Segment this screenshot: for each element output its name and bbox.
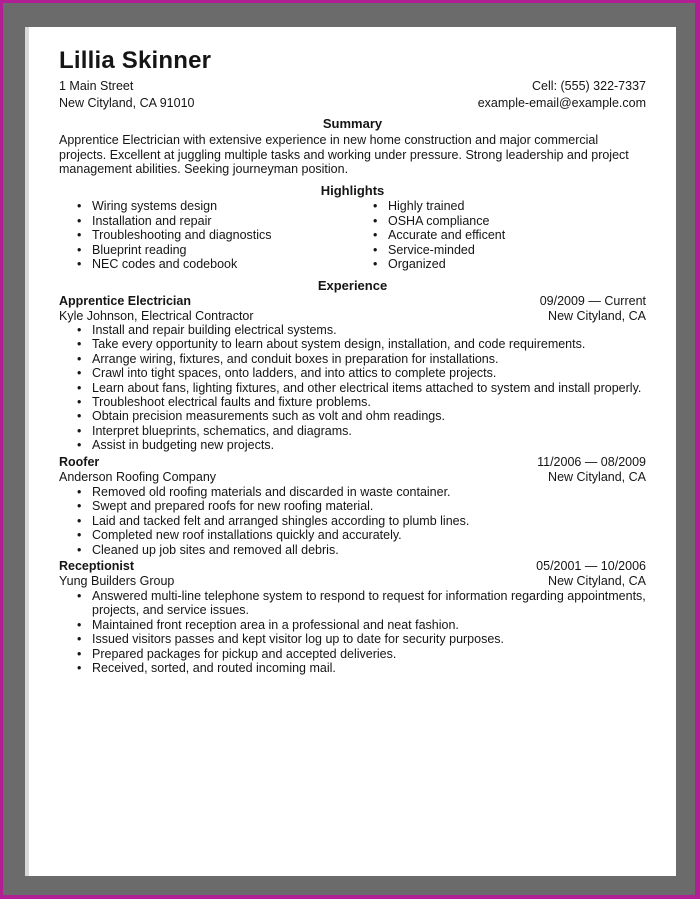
- job-dates: 11/2006 — 08/2009: [537, 455, 646, 469]
- list-item: • Blueprint reading: [77, 243, 272, 258]
- job-location: New Cityland, CA: [548, 574, 646, 588]
- list-item: • Issued visitors passes and kept visitor log up to date for security purposes.: [77, 632, 647, 646]
- job-duties-list: [77, 323, 647, 453]
- list-item: • Troubleshooting and diagnostics: [77, 228, 272, 243]
- job-dates: 05/2001 — 10/2006: [536, 559, 646, 573]
- list-item: • Accurate and efficent: [373, 228, 505, 243]
- email-address: example-email@example.com: [477, 96, 646, 110]
- highlights-left-list: [77, 199, 272, 272]
- list-item: • Installation and repair: [77, 214, 272, 229]
- list-item: • Assist in budgeting new projects.: [77, 438, 647, 452]
- list-item: • Cleaned up job sites and removed all debris.: [77, 543, 647, 557]
- list-item: • OSHA compliance: [373, 214, 505, 229]
- list-item: • Prepared packages for pickup and accepted deliveries.: [77, 647, 647, 661]
- list-item: • Learn about fans, lighting fixtures, and other electrical items attached to system and install properly.: [77, 381, 647, 395]
- address-line-2: New Cityland, CA 91010: [59, 96, 195, 110]
- list-item: • Crawl into tight spaces, onto ladders, and into attics to complete projects.: [77, 366, 647, 380]
- highlights-heading: Highlights: [320, 183, 385, 198]
- list-item: • Take every opportunity to learn about system design, installation, and code requirements.: [77, 337, 647, 351]
- list-item: • NEC codes and codebook: [77, 257, 272, 272]
- job-company: Yung Builders Group: [59, 574, 175, 588]
- job-duties-list: [77, 589, 647, 675]
- list-item: • Interpret blueprints, schematics, and diagrams.: [77, 424, 647, 438]
- phone-number: Cell: (555) 322-7337: [532, 79, 646, 93]
- list-item: • Maintained front reception area in a professional and neat fashion.: [77, 618, 647, 632]
- list-item: • Organized: [373, 257, 505, 272]
- list-item: • Completed new roof installations quickly and accurately.: [77, 528, 647, 542]
- summary-text: Apprentice Electrician with extensive experience in new home construction and major commercial projects. Excellent at juggling multiple tasks and working under pressure. Strong leadership and project management abilities. Seeking journeyman position.: [59, 133, 629, 176]
- job-location: New Cityland, CA: [548, 470, 646, 484]
- resume-name: Lillia Skinner: [59, 47, 212, 74]
- image-frame: [3, 3, 695, 895]
- job-title: Roofer: [59, 455, 100, 469]
- summary-heading: Summary: [322, 116, 383, 131]
- list-item: • Laid and tacked felt and arranged shingles according to plumb lines.: [77, 514, 647, 528]
- experience-heading: Experience: [317, 278, 388, 293]
- job-dates: 09/2009 — Current: [539, 294, 646, 308]
- list-item: • Received, sorted, and routed incoming mail.: [77, 661, 647, 675]
- job-title: Apprentice Electrician: [59, 294, 191, 308]
- job-company: Anderson Roofing Company: [59, 470, 217, 484]
- job-duties-list: [77, 485, 647, 557]
- job-title: Receptionist: [59, 559, 135, 573]
- list-item: • Obtain precision measurements such as volt and ohm readings.: [77, 409, 647, 423]
- list-item: • Service-minded: [373, 243, 505, 258]
- list-item: • Troubleshoot electrical faults and fixture problems.: [77, 395, 647, 409]
- resume-page: [25, 27, 676, 876]
- job-location: New Cityland, CA: [548, 309, 646, 323]
- highlights-right-list: [373, 199, 505, 272]
- list-item: • Highly trained: [373, 199, 505, 214]
- list-item: • Answered multi-line telephone system to respond to request for information regarding appointments, projects, and service issues.: [77, 589, 647, 618]
- list-item: • Wiring systems design: [77, 199, 272, 214]
- list-item: • Install and repair building electrical systems.: [77, 323, 647, 337]
- address-line-1: 1 Main Street: [59, 79, 134, 93]
- list-item: • Swept and prepared roofs for new roofing material.: [77, 499, 647, 513]
- list-item: • Arrange wiring, fixtures, and conduit boxes in preparation for installations.: [77, 352, 647, 366]
- job-company: Kyle Johnson, Electrical Contractor: [59, 309, 254, 323]
- list-item: • Removed old roofing materials and discarded in waste container.: [77, 485, 647, 499]
